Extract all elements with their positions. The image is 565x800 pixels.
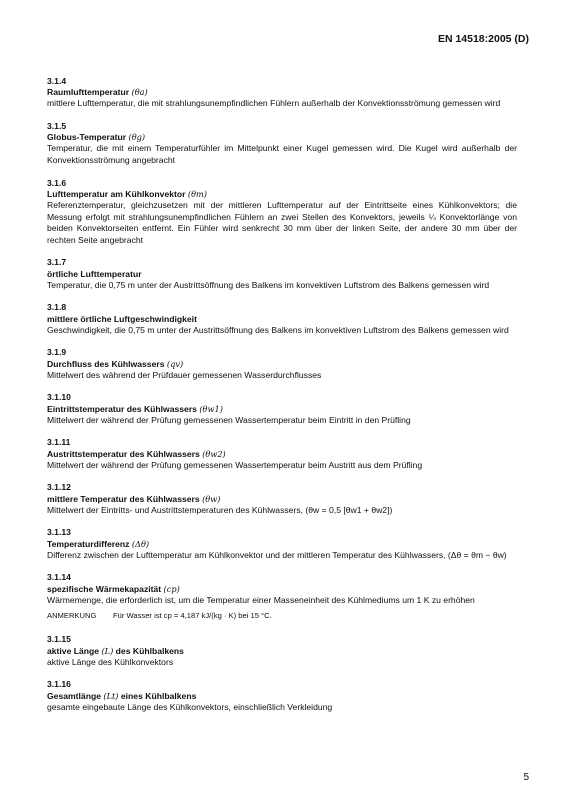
- clause-body: mittlere Lufttemperatur, die mit strahlungsunempfindlichen Fühlern außerhalb der Konvektionsströmung gemessen wird: [47, 98, 501, 109]
- clause-body: Mittelwert der Eintritts- und Austrittstemperaturen des Kühlwassers, (θw = 0,5 [θw1 + θw2]): [47, 504, 393, 515]
- clause-number: 3.1.15: [47, 634, 71, 645]
- clause-body: Mittelwert des während der Prüfdauer gemessenen Wasserdurchflusses: [47, 369, 322, 380]
- definition-3-1-12: [47, 482, 517, 516]
- definition-3-1-4: [47, 76, 517, 110]
- clause-number: 3.1.12: [47, 482, 71, 493]
- clause-title: mittlere Temperatur des Kühlwassers (θw): [47, 493, 221, 504]
- clause-body: Wärmemenge, die erforderlich ist, um die Temperatur einer Masseneinheit des Kühlmediums um 1 K zu erhöhen: [47, 594, 475, 605]
- clause-body: Geschwindigkeit, die 0,75 m unter der Austrittsöffnung des Balkens im konvektiven Luftstrom des Balkens gemessen wird: [47, 324, 509, 335]
- clause-title: spezifische Wärmekapazität (cp): [47, 583, 180, 594]
- clause-title: Austrittstemperatur des Kühlwassers (θw2): [47, 448, 226, 459]
- clause-title: Durchfluss des Kühlwassers (qv): [47, 358, 184, 369]
- clause-symbol: (θw2): [202, 448, 226, 459]
- note-label: ANMERKUNG: [47, 611, 97, 621]
- clause-number: 3.1.4: [47, 76, 67, 86]
- clause-symbol: (θm): [187, 188, 207, 199]
- clause-body: Differenz zwischen der Lufttemperatur am Kühlkonvektor und der mittleren Temperatur des Kühlwassers, (Δθ = θm − θw): [47, 549, 507, 560]
- clause-body: Mittelwert der während der Prüfung gemessenen Wassertemperatur beim Eintritt in den Prüfling: [47, 414, 411, 425]
- clause-number: 3.1.11: [47, 437, 71, 448]
- clause-number: 3.1.14: [47, 572, 71, 583]
- clause-symbol: (Δθ): [131, 538, 150, 549]
- clause-body: gesamte eingebaute Länge des Kühlkonvektors, einschließlich Verkleidung: [47, 701, 333, 712]
- note-text: Für Wasser ist cp = 4,187 kJ/(kg · K) bei 15 °C.: [113, 611, 272, 621]
- definition-3-1-5: [47, 121, 517, 167]
- definition-3-1-16: [47, 679, 517, 713]
- definition-3-1-10: [47, 392, 517, 426]
- clause-body: Temperatur, die mit einem Temperaturfühler im Mittelpunkt einer Kugel gemessen wird. Die Kugel wird außerhalb der Konvektionsströmung angebracht: [47, 143, 517, 165]
- clause-number: 3.1.16: [47, 679, 71, 690]
- clause-title: Eintrittstemperatur des Kühlwassers (θw1): [47, 403, 223, 414]
- definition-3-1-14: [47, 572, 517, 606]
- clause-symbol: (θw): [202, 493, 221, 504]
- clause-title: Lufttemperatur am Kühlkonvektor (θm): [47, 188, 207, 199]
- clause-number: 3.1.10: [47, 392, 71, 403]
- definition-3-1-7: [47, 257, 517, 291]
- definition-3-1-11: [47, 437, 517, 471]
- clause-body: Referenztemperatur, gleichzusetzen mit der mittleren Lufttemperatur auf der Eintrittseite eines Kühlkonvektors; die Messung erfolgt mit strahlungsunempfindlichen Fühlern an zwei Stellen des Konvektors, jeweils ¼ Konvektorlänge von beiden Konvektorseiten entfernt. Ein Fühler wird senkrecht 30 mm über der linken Seite, der andere 30 mm über der rechten Seite angebracht: [47, 200, 517, 245]
- definition-3-1-9: [47, 347, 517, 381]
- clause-title: Gesamtlänge (Lt) eines Kühlbalkens: [47, 690, 197, 701]
- clause-body: aktive Länge des Kühlkonvektors: [47, 656, 174, 667]
- clause-symbol: (L): [101, 645, 114, 656]
- page-number: 5: [523, 772, 529, 783]
- clause-number: 3.1.8: [47, 302, 67, 313]
- clause-title: örtliche Lufttemperatur: [47, 268, 142, 279]
- clause-number: 3.1.9: [47, 347, 67, 358]
- definitions-list: [47, 76, 517, 724]
- clause-number: 3.1.7: [47, 257, 67, 268]
- definition-3-1-13: [47, 527, 517, 561]
- clause-body: Mittelwert der während der Prüfung gemessenen Wassertemperatur beim Austritt aus dem Prüfling: [47, 459, 423, 470]
- clause-symbol: (Lt): [103, 690, 119, 701]
- clause-title: Raumlufttemperatur (θa): [47, 87, 148, 98]
- clause-symbol: (θg): [128, 132, 146, 143]
- clause-number: 3.1.6: [47, 177, 67, 188]
- clause-title: aktive Länge (L) des Kühlbalkens: [47, 645, 184, 656]
- clause-title: Globus-Temperatur (θg): [47, 132, 146, 143]
- clause-symbol: (qv): [166, 358, 184, 369]
- definition-3-1-8: [47, 302, 517, 336]
- note: [47, 610, 517, 621]
- clause-title: mittlere örtliche Luftgeschwindigkeit: [47, 313, 197, 324]
- clause-body: Temperatur, die 0,75 m unter der Austrittsöffnung des Balkens im konvektiven Luftstrom des Balkens gemessen wird: [47, 279, 490, 290]
- definition-3-1-6: [47, 178, 517, 247]
- clause-number: 3.1.5: [47, 121, 67, 131]
- clause-number: 3.1.13: [47, 527, 71, 538]
- clause-title: Temperaturdifferenz (Δθ): [47, 538, 150, 549]
- clause-symbol: (θa): [131, 87, 148, 98]
- definition-3-1-15: [47, 634, 517, 668]
- document-id: EN 14518:2005 (D): [437, 33, 529, 45]
- clause-symbol: (cp): [163, 583, 180, 594]
- clause-symbol: (θw1): [199, 403, 223, 414]
